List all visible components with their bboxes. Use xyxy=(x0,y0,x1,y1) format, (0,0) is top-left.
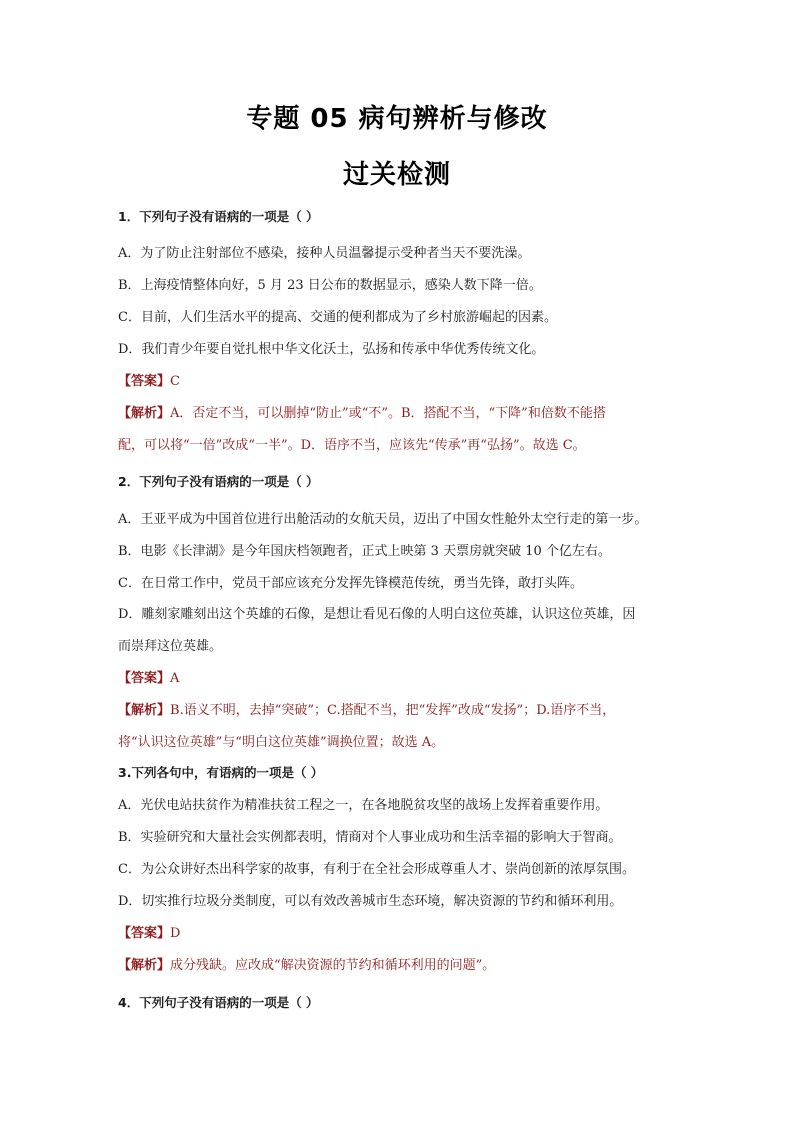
analysis-tag: 【解析】 xyxy=(118,703,171,718)
question-1-analysis-cont: 配，可以将“一倍”改成“一半”。D．语序不当，应该先“传承”再“弘扬”。故选 C。 xyxy=(118,438,586,453)
answer-tag: 【答案】 xyxy=(118,671,171,686)
answer-tag: 【答案】 xyxy=(118,374,171,389)
question-1-option-d: D．我们青少年要自觉扎根中华文化沃土，弘扬和传承中华优秀传统文化。 xyxy=(118,342,545,357)
question-1-option-b: B．上海疫情整体向好，5 月 23 日公布的数据显示，感染人数下降一倍。 xyxy=(118,278,542,293)
question-2-analysis-cont: 将“认识这位英雄”与“明白这位英雄”调换位置；故选 A。 xyxy=(118,735,445,750)
analysis-text: 成分残缺。应改成“解决资源的节约和循环利用的问题”。 xyxy=(170,958,496,973)
question-3-answer xyxy=(118,925,688,943)
question-1-option-a: A．为了防止注射部位不感染，接种人员温馨提示受种者当天不要洗澡。 xyxy=(118,246,531,261)
question-1-option-c: C．目前，人们生活水平的提高、交通的便利都成为了乡村旅游崛起的因素。 xyxy=(118,310,557,325)
question-2-option-c: C．在日常工作中，党员干部应该充分发挥先锋模范传统，勇当先锋，敢打头阵。 xyxy=(118,576,583,591)
analysis-tag: 【解析】 xyxy=(118,406,171,421)
question-3-stem: 3.下列各句中，有语病的一项是（ ） xyxy=(118,765,324,780)
question-3-option-b: B．实验研究和大量社会实例都表明，情商对个人事业成功和生活幸福的影响大于智商。 xyxy=(118,830,622,845)
analysis-tag: 【解析】 xyxy=(118,958,171,973)
answer-tag: 【答案】 xyxy=(118,926,171,941)
question-2-option-b: B．电影《长津湖》是今年国庆档领跑者，正式上映第 3 天票房就突破 10 个亿左右。 xyxy=(118,544,611,559)
page-subtitle: 过关检测 xyxy=(342,160,451,190)
question-2-option-d-cont: 而崇拜这位英雄。 xyxy=(118,639,223,654)
question-3-option-c: C．为公众讲好杰出科学家的故事，有利于在全社会形成尊重人才、崇尚创新的浓厚氛围。 xyxy=(118,862,635,877)
question-3-analysis xyxy=(118,957,688,975)
analysis-text: A．否定不当，可以删掉“防止”或“不”。B．搭配不当，“下降”和倍数不能搭 xyxy=(170,406,606,421)
question-1-answer xyxy=(118,373,688,391)
question-1-stem: 1．下列句子没有语病的一项是（ ） xyxy=(118,209,319,224)
question-3-option-a: A．光伏电站扶贫作为精准扶贫工程之一，在各地脱贫攻坚的战场上发挥着重要作用。 xyxy=(118,798,609,813)
question-4-stem: 4．下列句子没有语病的一项是（ ） xyxy=(118,995,319,1010)
answer-value: D xyxy=(170,926,181,941)
question-2-option-a: A．王亚平成为中国首位进行出舱活动的女航天员，迈出了中国女性舱外太空行走的第一步。 xyxy=(118,512,648,527)
answer-value: C xyxy=(170,374,180,389)
answer-value: A xyxy=(170,671,180,686)
question-2-analysis xyxy=(118,702,688,720)
question-2-option-d: D．雕刻家雕刻出这个英雄的石像，是想让看见石像的人明白这位英雄，认识这位英雄，因 xyxy=(118,607,636,622)
analysis-text: B.语义不明，去掉“突破”；C.搭配不当，把“发挥”改成“发扬”；D.语序不当， xyxy=(170,703,616,718)
page-title: 专题 05 病句辨析与修改 xyxy=(246,104,548,134)
question-3-option-d: D．切实推行垃圾分类制度，可以有效改善城市生态环境，解决资源的节约和循环利用。 xyxy=(118,894,623,909)
question-1-analysis xyxy=(118,405,688,423)
question-2-stem: 2．下列句子没有语病的一项是（ ） xyxy=(118,474,319,489)
question-2-answer xyxy=(118,670,688,688)
